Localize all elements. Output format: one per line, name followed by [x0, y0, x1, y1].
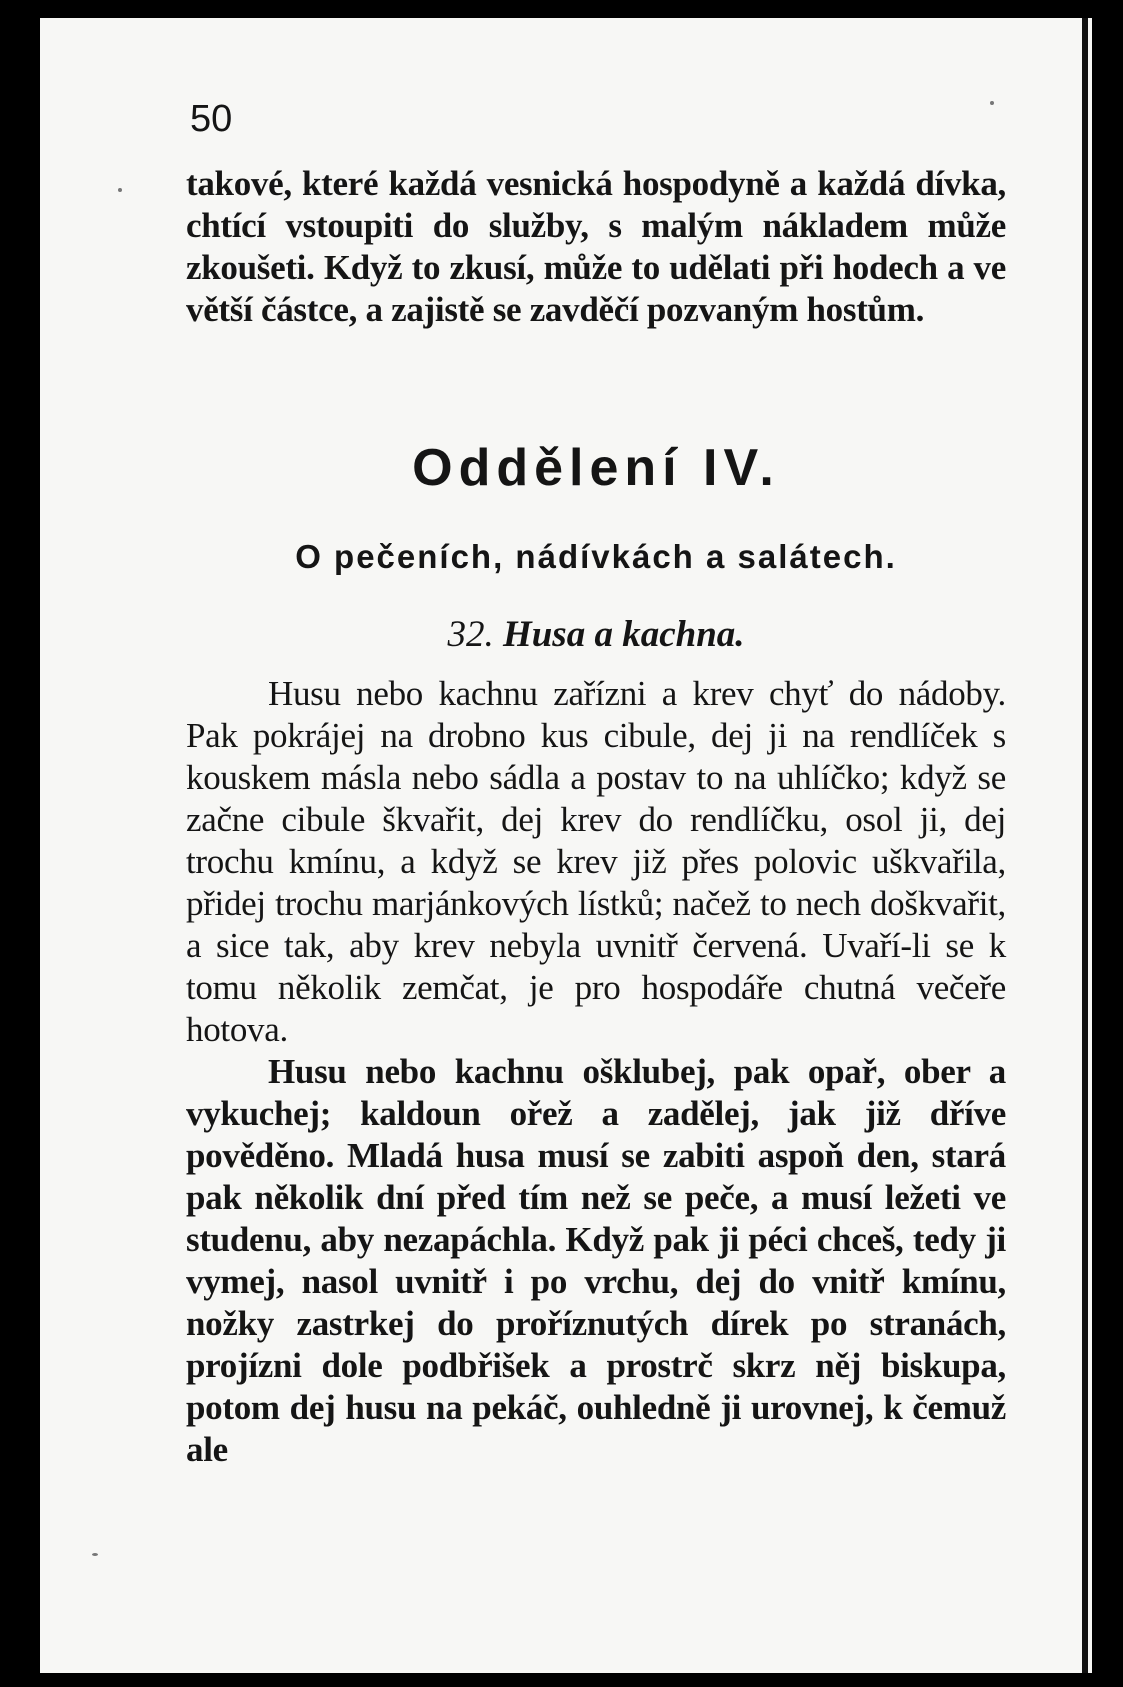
- paper-speck: [92, 1553, 98, 1556]
- recipe-body: [186, 673, 1006, 1471]
- paper-speck: [118, 188, 122, 192]
- recipe-number: 32.: [447, 614, 494, 655]
- recipe-title: Husa a kachna.: [502, 614, 745, 655]
- section-title: Oddělení IV.: [412, 439, 780, 497]
- recipe-heading: [186, 613, 1006, 656]
- recipe-paragraph: Husu nebo kachnu zařízni a krev chyť do nádoby. Pak pokrájej na drobno kus cibule, dej ji na rendlíček s kouskem másla nebo sádla a postav to na uhlíčko; když se začne cibule škvařit, dej krev do rendlíčku, osol ji, dej trochu kmínu, a když se krev již přes polovic uškvařila, přidej trochu marjánkových lístků; načež to nech doškvařit, a sice tak, aby krev nebyla uvnitř červená. Uvaří-li se k tomu několik zemčat, je pro hospodáře chutná večeře hotova.: [186, 674, 1006, 1049]
- intro-paragraph: takové, které každá vesnická hospodyně a každá dívka, chtící vstoupiti do služby, s malým nákladem může zkoušeti. Když to zkusí, může to udělati při hodech a ve větší částce, a zajistě se zavděčí pozvaným hostům.: [186, 164, 1006, 329]
- paper-speck: [990, 101, 994, 105]
- section-subtitle: O pečeních, nádívkách a salátech.: [295, 538, 897, 575]
- page-edge-shadow: [1082, 18, 1088, 1673]
- page-number: 50: [190, 98, 233, 140]
- intro-paragraph-block: [186, 163, 1006, 331]
- recipe-paragraph: Husu nebo kachnu ošklubej, pak opař, ober a vykuchej; kaldoun ořež a zadělej, jak již dříve pověděno. Mladá husa musí se zabiti aspoň den, stará pak několik dní před tím než se peče, a musí ležeti ve studenu, aby nezapáchla. Když pak ji péci chceš, tedy ji vymej, nasol uvnitř i po vrchu, dej do vnitř kmínu, nožky zastrkej do proříznutých dírek po stranách, projízni dole podbřišek a prostrč skrz něj biskupa, potom dej husu na pekáč, ouhledně ji urovnej, k čemuž ale: [186, 1052, 1006, 1469]
- book-page: [40, 18, 1092, 1673]
